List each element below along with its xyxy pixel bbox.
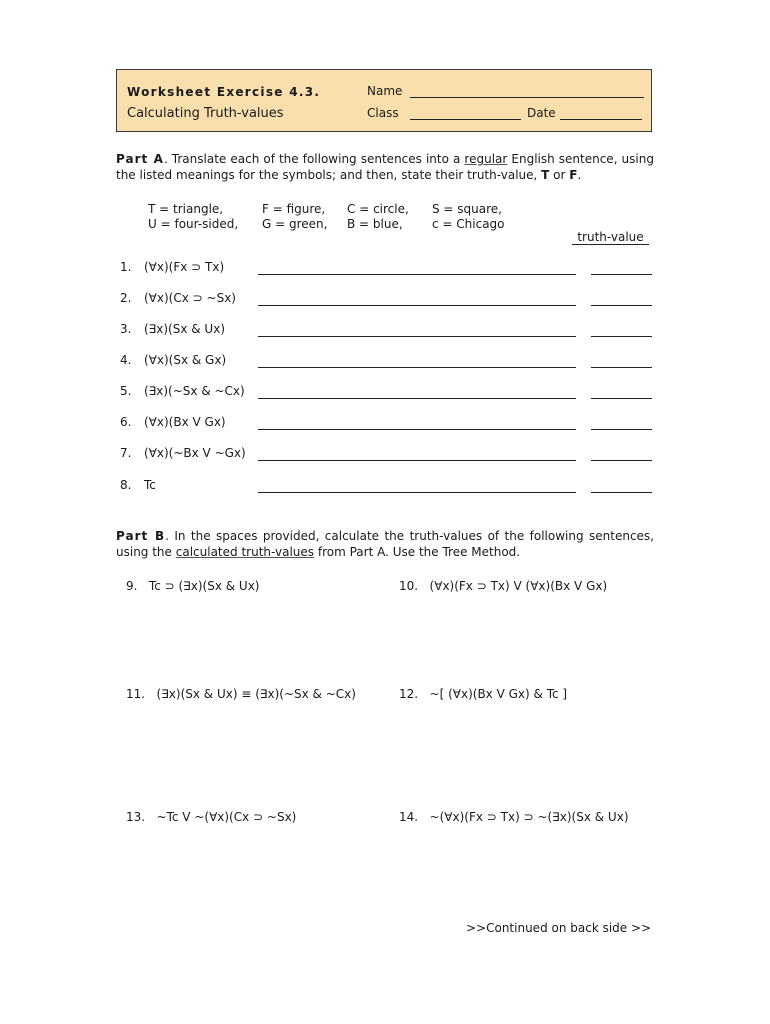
item-number: 9. (126, 579, 138, 593)
translation-answer-line[interactable] (258, 305, 576, 306)
item-formula: (∀x)(Fx ⊃ Tx) V (∀x)(Bx V Gx) (429, 579, 608, 593)
part-b-underlined: calculated truth-values (175, 545, 315, 559)
part-a-underlined: regular (464, 152, 508, 166)
part-b-item (399, 687, 567, 701)
part-b-item (399, 810, 629, 824)
truth-value-answer-line[interactable] (591, 429, 652, 430)
period: . (577, 168, 582, 182)
translation-answer-line[interactable] (258, 492, 576, 493)
worksheet-header (116, 69, 652, 132)
truth-value-answer-line[interactable] (591, 492, 652, 493)
question-number: 3. (120, 322, 132, 336)
item-formula: ~(∀x)(Fx ⊃ Tx) ⊃ ~(∃x)(Sx & Ux) (429, 810, 629, 824)
truth-value-answer-line[interactable] (591, 305, 652, 306)
true-letter: T (541, 168, 550, 182)
question-row (0, 353, 770, 373)
item-number: 11. (126, 687, 146, 701)
part-a-text: . Translate each of the following sentences into a (163, 152, 465, 166)
part-b-instructions (116, 528, 654, 560)
item-number: 12. (399, 687, 419, 701)
truth-value-answer-line[interactable] (591, 460, 652, 461)
part-b-item (126, 579, 259, 593)
truth-value-answer-line[interactable] (591, 274, 652, 275)
question-row (0, 478, 770, 498)
question-row (0, 291, 770, 311)
question-row (0, 446, 770, 466)
question-number: 2. (120, 291, 132, 305)
translation-answer-line[interactable] (258, 460, 576, 461)
question-number: 1. (120, 260, 132, 274)
date-label: Date (527, 106, 556, 120)
question-number: 4. (120, 353, 132, 367)
part-a-label: Part A (116, 152, 164, 166)
legend-item: C = circle, (347, 202, 409, 216)
legend-item: G = green, (262, 217, 328, 231)
part-b-label: Part B (116, 529, 166, 543)
question-formula: (∃x)(~Sx & ~Cx) (144, 384, 245, 398)
question-formula: Tc (144, 478, 156, 492)
date-field-line[interactable] (560, 119, 642, 120)
name-field-line[interactable] (410, 97, 644, 98)
legend-item: T = triangle, (148, 202, 224, 216)
truth-value-header: truth-value (572, 230, 649, 245)
item-formula: ~[ (∀x)(Bx V Gx) & Tc ] (429, 687, 568, 701)
part-b-item (126, 810, 296, 824)
question-formula: (∀x)(Bx V Gx) (144, 415, 226, 429)
part-a-text-2: English sentence, using the listed meanings for the symbols; and then, state their truth-value, (116, 152, 654, 182)
part-a-instructions (116, 151, 654, 183)
question-row (0, 415, 770, 435)
question-row (0, 260, 770, 280)
part-b-text: . In the spaces provided, calculate the truth-values of the following sentences, using the (116, 529, 654, 559)
question-formula: (∀x)(~Bx V ~Gx) (144, 446, 246, 460)
item-number: 13. (126, 810, 146, 824)
question-formula: (∃x)(Sx & Ux) (144, 322, 225, 336)
item-formula: ~Tc V ~(∀x)(Cx ⊃ ~Sx) (156, 810, 297, 824)
part-b-item (399, 579, 607, 593)
worksheet-subtitle: Calculating Truth-values (127, 106, 284, 121)
question-formula: (∀x)(Cx ⊃ ~Sx) (144, 291, 236, 305)
translation-answer-line[interactable] (258, 274, 576, 275)
translation-answer-line[interactable] (258, 398, 576, 399)
item-formula: Tc ⊃ (∃x)(Sx & Ux) (148, 579, 260, 593)
truth-value-answer-line[interactable] (591, 367, 652, 368)
truth-value-answer-line[interactable] (591, 336, 652, 337)
or-word: or (549, 168, 570, 182)
question-row (0, 322, 770, 342)
part-b-item (126, 687, 356, 701)
question-row (0, 384, 770, 404)
continued-note: >>Continued on back side >> (466, 921, 652, 935)
question-number: 8. (120, 478, 132, 492)
translation-answer-line[interactable] (258, 336, 576, 337)
legend-item: S = square, (432, 202, 502, 216)
question-number: 6. (120, 415, 132, 429)
legend-item: B = blue, (347, 217, 403, 231)
item-formula: (∃x)(Sx & Ux) ≡ (∃x)(~Sx & ~Cx) (156, 687, 356, 701)
question-number: 7. (120, 446, 132, 460)
class-label: Class (367, 106, 399, 120)
part-b-text-2: from Part A. Use the Tree Method. (314, 545, 521, 559)
false-letter: F (569, 168, 578, 182)
translation-answer-line[interactable] (258, 367, 576, 368)
question-formula: (∀x)(Fx ⊃ Tx) (144, 260, 225, 274)
item-number: 14. (399, 810, 419, 824)
legend-item: F = figure, (262, 202, 326, 216)
class-field-line[interactable] (410, 119, 521, 120)
name-label: Name (367, 84, 403, 98)
legend-item: c = Chicago (432, 217, 505, 231)
item-number: 10. (399, 579, 419, 593)
question-number: 5. (120, 384, 132, 398)
translation-answer-line[interactable] (258, 429, 576, 430)
truth-value-answer-line[interactable] (591, 398, 652, 399)
worksheet-title: Worksheet Exercise 4.3. (127, 85, 321, 99)
question-formula: (∀x)(Sx & Gx) (144, 353, 227, 367)
legend-item: U = four-sided, (148, 217, 239, 231)
